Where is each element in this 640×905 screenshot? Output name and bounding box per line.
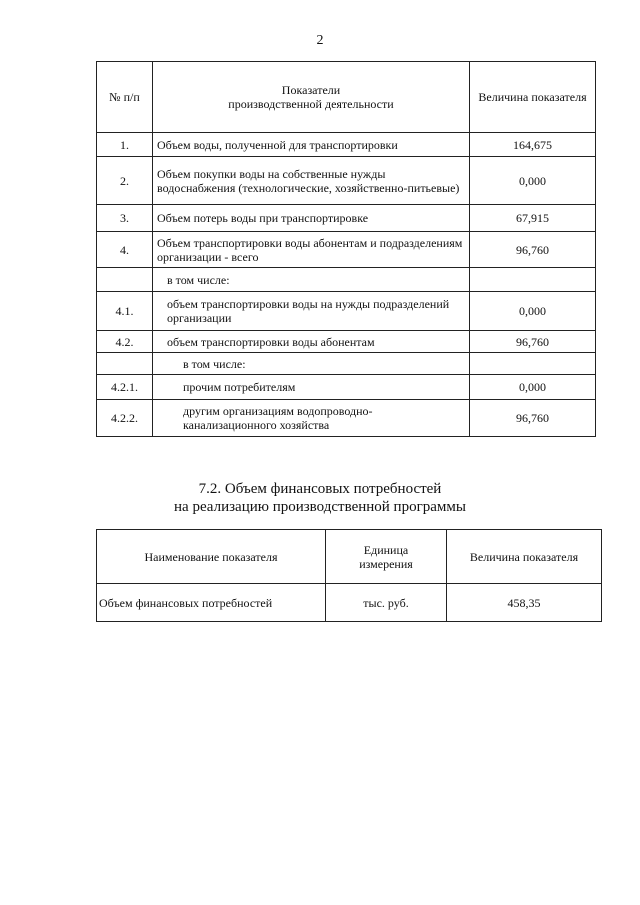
section-title: [0, 480, 640, 516]
table-row: [97, 232, 596, 268]
header-name: Наименование показателя: [97, 530, 326, 584]
row-num: [97, 268, 153, 292]
header-unit: [326, 530, 447, 584]
section-title-line2: на реализацию производственной программы: [174, 499, 466, 515]
row-value: 164,675: [470, 133, 596, 157]
header-unit-line2: измерения: [359, 556, 413, 571]
header-value: Величина показателя: [447, 530, 602, 584]
table-row: [97, 157, 596, 205]
row-value: 96,760: [470, 331, 596, 353]
header-unit-line1: Единица: [363, 542, 409, 557]
table-row: [97, 400, 596, 437]
row-label: Объем потерь воды при транспортировке: [153, 205, 470, 232]
row-value: 96,760: [470, 232, 596, 268]
row-value: [470, 268, 596, 292]
row-value: 0,000: [470, 157, 596, 205]
header-indicators: [153, 62, 470, 133]
row-value: 67,915: [470, 205, 596, 232]
row-label: объем транспортировки воды абонентам: [153, 331, 470, 353]
table-header-row: [97, 62, 596, 133]
section-title-line1: 7.2. Объем финансовых потребностей: [198, 481, 442, 497]
header-indicators-line2: производственной деятельности: [228, 97, 394, 111]
row-num: 4.2.1.: [97, 375, 153, 400]
production-indicators-table: [96, 61, 596, 437]
row-num: 4.2.: [97, 331, 153, 353]
table-row: [97, 292, 596, 331]
table-row: [97, 133, 596, 157]
table-row: [97, 331, 596, 353]
row-name: Объем финансовых потребностей: [97, 584, 326, 622]
header-num: № п/п: [97, 62, 153, 133]
row-label: прочим потребителям: [153, 375, 470, 400]
row-num: 1.: [97, 133, 153, 157]
row-num: 4.1.: [97, 292, 153, 331]
table-row: [97, 584, 602, 622]
row-label: Объем воды, полученной для транспортировки: [153, 133, 470, 157]
row-num: [97, 353, 153, 375]
row-num: 4.2.2.: [97, 400, 153, 437]
row-value: 0,000: [470, 375, 596, 400]
row-value: 0,000: [470, 292, 596, 331]
row-label: в том числе:: [153, 353, 470, 375]
table-row: [97, 268, 596, 292]
row-label: в том числе:: [153, 268, 470, 292]
financial-needs-table: [96, 529, 602, 622]
row-label: Объем транспортировки воды абонентам и подразделениям организации - всего: [153, 232, 470, 268]
row-label: Объем покупки воды на собственные нужды водоснабжения (технологические, хозяйственно-питьевые): [153, 157, 470, 205]
row-label: объем транспортировки воды на нужды подразделений организации: [153, 292, 470, 331]
page-number: 2: [316, 33, 324, 48]
header-indicators-line1: Показатели: [281, 83, 341, 97]
row-num: 3.: [97, 205, 153, 232]
table-header-row: [97, 530, 602, 584]
row-value: [470, 353, 596, 375]
table-row: [97, 353, 596, 375]
table-row: [97, 375, 596, 400]
table-row: [97, 205, 596, 232]
row-value: 96,760: [470, 400, 596, 437]
row-unit: тыс. руб.: [326, 584, 447, 622]
row-num: 2.: [97, 157, 153, 205]
row-value: 458,35: [447, 584, 602, 622]
header-value: Величина показателя: [470, 62, 596, 133]
row-label: другим организациям водопроводно-канализационного хозяйства: [153, 400, 470, 437]
row-num: 4.: [97, 232, 153, 268]
